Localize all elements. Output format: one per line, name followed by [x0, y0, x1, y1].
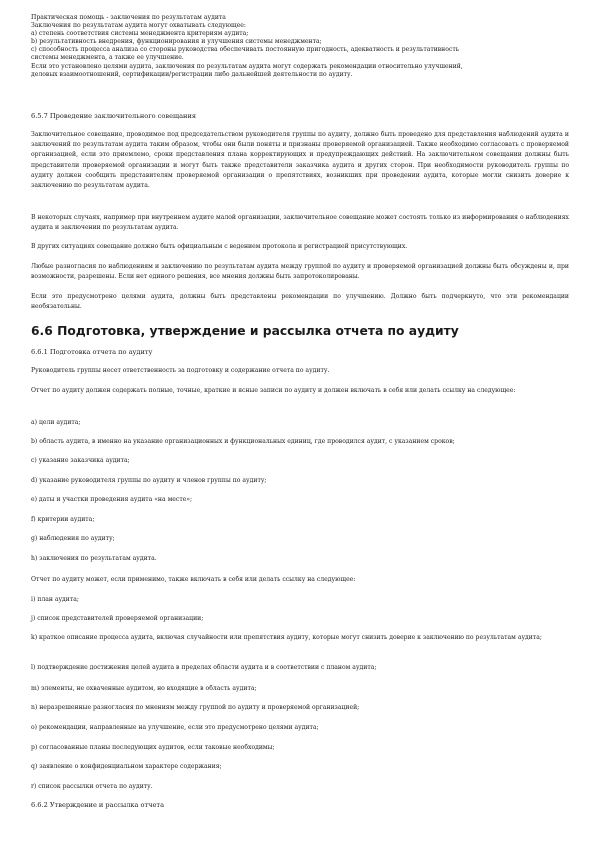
paragraph: Руководитель группы несет ответственность за подготовку и содержание отчета по аудиту. — [31, 367, 330, 374]
list-item: q) заявление о конфиденциальном характере содержания; — [31, 763, 222, 770]
list-item: n) неразрешенные разногласия по мнениям между группой по аудиту и проверяемой организацией; — [31, 704, 360, 711]
list-item: p) согласованные планы последующих аудитов, если таковые необходимы; — [31, 744, 275, 751]
practical-help-block — [31, 14, 576, 79]
section-heading-6-6: 6.6 Подготовка, утверждение и рассылка отчета по аудиту — [31, 324, 459, 338]
list-item: c) указание заказчика аудита; — [31, 457, 130, 464]
list-item: j) список представителей проверяемой организации; — [31, 615, 204, 622]
subsection-heading-6-6-1: 6.6.1 Подготовка отчета по аудиту — [31, 348, 153, 356]
paragraph: В некоторых случаях, например при внутреннем аудите малой организации, заключительное совещание может состоять только из информирования о наблюдениях аудита и заключении по результатам аудита. — [31, 214, 569, 232]
text-line: системы менеджмента, а также ее улучшение. — [31, 54, 184, 62]
list-item: e) даты и участки проведения аудита «на месте»; — [31, 496, 193, 503]
section-heading-6-5-7: 6.5.7 Проведение заключительного совещания — [31, 112, 197, 120]
list-item: i) план аудита; — [31, 596, 79, 603]
list-item: d) указание руководителя группы по аудиту и членов группы по аудиту; — [31, 477, 267, 484]
text-line: Если это установлено целями аудита, заключения по результатам аудита могут содержать рекомендации относительно улучшений, — [31, 62, 463, 70]
paragraph: Заключительное совещание, проводимое под председательством руководителя группы по аудиту, должно быть проведено для представления наблюдений аудита и заключений по результатам аудита таким образом, чтобы они были поняты и признаны проверяемой организацией. Также необходимо согласовать с проверяемой организацией, если это приемлемо, сроки представления плана корректирующих и предупреждающих действий. На заключительном совещании должны быть представители проверяемой организации и могут быть также представители заказчика аудита и других сторон. При необходимости руководитель группы по аудиту должен сообщить представителям проверяемой организации о препятствиях, возникших при проведении аудита, которые могли снизить доверие к заключению по результатам аудита. — [31, 131, 569, 190]
subsection-heading-6-6-2: 6.6.2 Утверждение и рассылка отчета — [31, 801, 165, 809]
text-line: Практическая помощь - заключения по результатам аудита — [31, 14, 226, 21]
paragraph: В других ситуациях совещание должно быть официальным с ведением протокола и регистрацией присутствующих. — [31, 243, 408, 250]
text-line: b) результативность внедрения, функционирования и улучшения системы менеджмента; — [31, 38, 322, 46]
text-line: Заключения по результатам аудита могут охватывать следующее: — [31, 22, 246, 30]
list-item: h) заключения по результатам аудита. — [31, 555, 157, 562]
list-item: f) критерии аудита; — [31, 516, 95, 523]
text-line: деловых взаимоотношений, сертификации/регистрации либо дальнейшей деятельности по аудиту. — [31, 70, 353, 78]
paragraph: Любые разногласия по наблюдениям и заключению по результатам аудита между группой по аудиту и проверяемой организацией должны быть обсуждены и, при возможности, разрешены. Если нет единого решения, все мнения должны быть запротоколированы. — [31, 263, 569, 281]
list-item: b) область аудита, в именно на указание организационных и функциональных единиц, где проводился аудит, с указанием сроков; — [31, 438, 455, 445]
list-item: r) список рассылки отчета по аудиту. — [31, 783, 153, 790]
text-line: c) способность процесса анализа со стороны руководства обеспечивать постоянную пригодность, адекватность и результативность — [31, 46, 460, 54]
list-item: a) цели аудита; — [31, 419, 81, 426]
text-line: a) степень соответствия системы менеджмента критериям аудита; — [31, 30, 249, 38]
paragraph: Отчет по аудиту должен содержать полные, точные, краткие и ясные записи по аудиту и должен включать в себя или делать ссылку на следующее: — [31, 387, 516, 394]
list-item: l) подтверждение достижения целей аудита в пределах области аудита и в соответствии с планом аудита; — [31, 664, 377, 671]
list-item: g) наблюдения по аудиту; — [31, 535, 115, 542]
list-item: o) рекомендации, направленные на улучшение, если это предусмотрено целями аудита; — [31, 724, 319, 731]
list-item: k) краткое описание процесса аудита, включая случайности или препятствия аудиту, которые могут снизить доверие к заключению по результатам аудита; — [31, 634, 542, 641]
list-item: m) элементы, не охваченные аудитом, но входящие в область аудита; — [31, 685, 257, 692]
paragraph: Отчет по аудиту может, если применимо, также включать в себя или делать ссылку на следующее: — [31, 576, 356, 583]
paragraph: Если это предусмотрено целями аудита, должны быть представлены рекомендации по улучшению. Должно быть подчеркнуто, что эти рекомендации необязательны. — [31, 293, 569, 311]
